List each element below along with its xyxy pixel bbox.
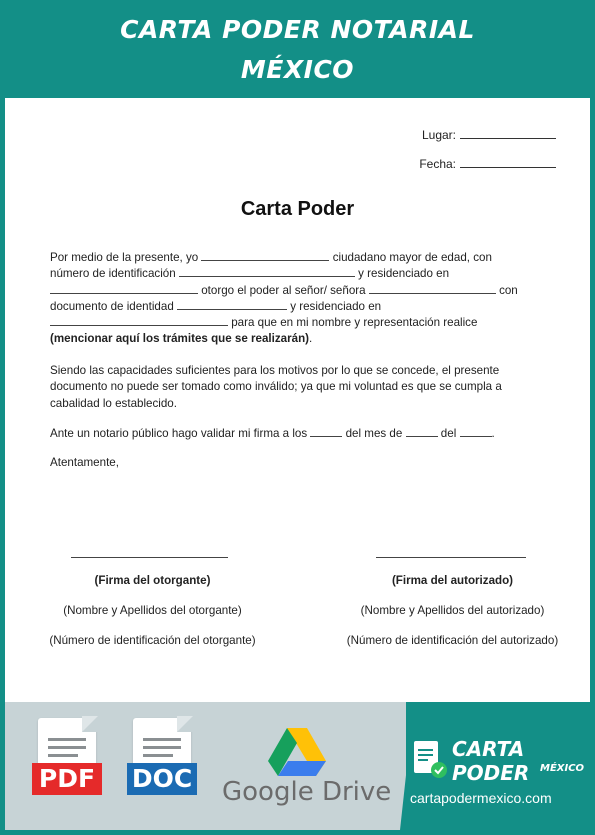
nombre-otorgante: (Nombre y Apellidos del otorgante) (63, 604, 242, 617)
blank-day (310, 426, 342, 437)
blank-year (460, 426, 492, 437)
signature-line-left (71, 557, 228, 558)
p3-text-c: del (440, 427, 457, 440)
document-preview (5, 98, 590, 702)
p3-text-a: Ante un notario público hago validar mi firma a los (50, 427, 308, 440)
brand-subtitle: MÉXICO (540, 763, 585, 774)
p1-text-i: para que en mi nombre y representación realice (231, 316, 478, 330)
lugar-field (422, 128, 556, 142)
blank-authorized-name (369, 283, 496, 294)
nombre-autorizado: (Nombre y Apellidos del autorizado) (360, 604, 545, 617)
fecha-label: Fecha: (419, 157, 456, 171)
p1-text-j: (mencionar aquí los trámites que se realizarán) (50, 332, 310, 346)
blank-month (406, 426, 438, 437)
p3-text-b: del mes de (345, 427, 403, 440)
doc-label: DOC (127, 763, 197, 795)
header-title-line2: MÉXICO (240, 55, 355, 84)
blank-name (201, 250, 329, 261)
blank-authorized-residence (50, 315, 228, 326)
blank-id-number (179, 266, 355, 277)
paragraph-2: Siendo las capacidades suficientes para los motivos por lo que se concede, el presente documento no puede ser tomado como inválido; ya que mi voluntad es que se cumpla a cabalidad lo establecido. (50, 364, 502, 410)
document-check-icon (413, 740, 449, 780)
page-header (0, 0, 595, 98)
blank-identity-doc (177, 299, 287, 310)
numero-otorgante: (Número de identificación del otorgante) (49, 634, 256, 647)
paragraph-3: Ante un notario público hago validar mi firma a los del mes de del . (50, 427, 495, 440)
header-title-line1: CARTA PODER NOTARIAL (120, 15, 475, 44)
google-drive-label[interactable]: Google Drive (222, 777, 392, 807)
signature-line-right (376, 557, 526, 558)
brand-url-link[interactable]: cartapodermexico.com (410, 790, 552, 806)
p1-text-f: con (499, 283, 518, 297)
lugar-label: Lugar: (421, 128, 456, 142)
blank-residence (50, 283, 198, 294)
p1-text-d: y residenciado en (358, 267, 450, 281)
p1-text-h: y residenciado en (290, 299, 382, 313)
lugar-blank (460, 128, 556, 139)
paragraph-1: Por medio de la presente, yo ciudadano mayor de edad, con número de identificación y residenciado en otorgo el poder al señor/ señora con documento de identidad y residenciado en para que en mi nombre y representación realice (mencionar aquí los trámites que se realizarán). (50, 251, 518, 346)
p1-text-e: otorgo el poder al señor/ señora (201, 283, 366, 297)
brand-title: CARTA PODER (452, 737, 530, 785)
closing-text: Atentamente, (50, 456, 119, 469)
pdf-label: PDF (32, 763, 102, 795)
numero-autorizado: (Número de identificación del autorizado) (346, 634, 559, 647)
google-drive-icon[interactable] (268, 728, 326, 776)
firma-otorgante: (Firma del otorgante) (94, 574, 211, 587)
p1-text-a: Por medio de la presente, yo (50, 251, 199, 264)
firma-autorizado: (Firma del autorizado) (391, 574, 514, 587)
document-title: Carta Poder (240, 198, 355, 220)
fecha-field (419, 157, 556, 171)
p1-text-c: número de identificación (50, 267, 176, 281)
fecha-blank (460, 157, 556, 168)
p1-text-b: ciudadano mayor de edad, con (332, 251, 492, 264)
p1-text-g: documento de identidad (50, 299, 174, 313)
